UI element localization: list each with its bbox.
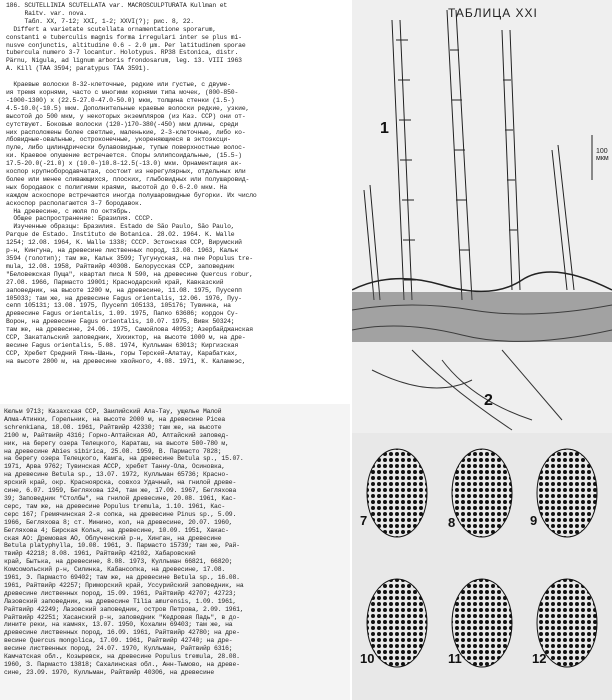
text-line: 39; Заповедник "Столбы", на гнилой древесине, 20.08. 1961, Кас- xyxy=(4,494,237,502)
text-line: на древесине Betula sp., 13.07. 1972, Кулльман 65736; Красно- xyxy=(4,471,229,479)
text-line: на древесине Abies sibirica, 25.08. 1959, В. Пармасто 7828; xyxy=(4,447,222,455)
text-line: 1254; 12.08. 1964, K. Walle 1338; СССР. Эстонская ССР, Вирумский xyxy=(6,239,242,247)
text-line: сутствуют. Боковые волоски (120-)170-380(-450) мкм длины, среди xyxy=(6,120,239,128)
text-line xyxy=(6,73,346,81)
text-line: Parque de Estado. Instituto de Botanica. 28.02. 1964. K. Walle xyxy=(6,231,235,239)
text-line: Pärnu, Nigula, ad lignum arboris frondosarum, leg. 13. VIII 1963 xyxy=(6,57,242,65)
text-line: constanti e tuberculis magnis forma irregulari inter se plus mi- xyxy=(6,33,242,41)
text-line: ных бородавок с полигиями краями, высотой до 0.6-2.0 мкм. На xyxy=(6,183,228,191)
text-line: коспор крупнобородавчатая, состоит из нерегулярных, отдельных или xyxy=(6,168,246,176)
text-line: 17.5-20.0(-21.0) x (10.0-)10.8-12.5(-13.0) мкм. Орнаментация ак- xyxy=(6,160,242,168)
text-line: ССР, Хребет Средний Тянь-Шань, горы Терскей-Алатау, Карабатках, xyxy=(6,349,239,357)
plate-title: ТАБЛИЦА XXI xyxy=(448,6,538,20)
text-line: р-н, Кингуна, на древесине лиственных пород, 13.08. 1963, Кальк xyxy=(6,247,239,255)
text-line: высотой до 500 мкм, у некоторых экземпляров (из Каз. ССР) они от- xyxy=(6,112,246,120)
text-line: ярский край, окр. Красноярска, совхоз Удачный, на гнилой древе- xyxy=(4,479,237,487)
text-line: более или менее сливающихся, плоских, глыбовидных или полушаровид- xyxy=(6,175,250,183)
text-line: древесине Fagus orientalis, 1.09. 1975, Папко 63686; кордон Су- xyxy=(6,310,239,318)
text-line: весине Fagus orientalis, 5.08. 1974, Кулльман 63013; Киргизская xyxy=(6,341,239,349)
text-line: Общее распространение: Бразилия. СССР. xyxy=(6,215,154,223)
text-line: 186. SCUTELLINIA SCUTELLATA var. MACROSCULPTURATA Kullman et xyxy=(6,2,228,9)
text-line: Камчатская обл., Козыревск, на древесине Populus tremula, 28.08. xyxy=(4,653,240,661)
spores-drawing xyxy=(352,433,612,700)
text-line: твийр 42218; 8.08. 1961, Райтвийр 42102, Хабаровский xyxy=(4,550,196,558)
text-line: Betula platyphylla, 10.08. 1961, Э. Пармасто 15739; там же, Рай- xyxy=(4,542,240,550)
spore-illustrations xyxy=(352,433,612,700)
text-line: древесине лиственных пород, 15.09. 1961, Райтвийр 42707; 42723; xyxy=(4,589,237,597)
text-line: пуле, либо цилиндрически булавовидные, тупые поверхностные волос- xyxy=(6,144,246,152)
text-line: сепп 105131; 13.08. 1975, Пуусепп 105133, 105176; Тувинка, на xyxy=(6,302,231,310)
text-line: край, Бытька, на древесине, 8.08. 1973, Кулльман 66821, 66820; xyxy=(4,558,233,566)
text-line: 1961, Э. Пармасто 69402; там же, на древесине Betula sp., 16.08. xyxy=(4,574,240,582)
text-line: Краевые волоски 8-32-клеточные, редкие или густые, с двуме- xyxy=(6,81,231,89)
text-line: Райтвийр 42249; Лазовский заповедник, остров Петрова, 2.09. 1961, xyxy=(4,605,244,613)
text-line: сине, 6.07. 1959, Бегляхова 124, там же, 17.09. 1967, Бегляхова xyxy=(4,487,237,495)
text-line: A. Kill (TAA 3594; paratypus TAA 3591). xyxy=(6,65,150,73)
text-line: на высоте 2800 м, на древесине хвойного, 4.08. 1971, К. Каламеэс, xyxy=(6,357,246,365)
text-line: ник, на берегу озера Телецкого, Караташ, на высоте 500-780 м, xyxy=(4,439,229,447)
text-line: них расположены более светлые, маленькие, 2-3-клеточные, либо ко- xyxy=(6,128,246,136)
description-text-bottom xyxy=(0,404,350,700)
text-line: 4.5-10.0(-10.5) мкм. Дополнительные краевые волоски редкие, узкие, xyxy=(6,104,250,112)
text-line: На древесине, с июля по октябрь. xyxy=(6,207,132,215)
text-line: Ворон, на древесине Fagus orientalis, 10.07. 1975, Вивк 50324; xyxy=(6,318,235,326)
description-text-top xyxy=(0,0,350,402)
text-line: 3594 (голотип); там же, Кальк 3599; Тугунуская, на пне Populus tre- xyxy=(6,255,253,262)
spore-label-12: 12 xyxy=(532,651,547,666)
text-line: 1961, Райтвийр 42257; Приморский край, Уссурийский заповедник, на xyxy=(4,581,244,589)
text-line: ская АО: Дремовая АО, Облученский р-н, Хинган, на древесине xyxy=(4,534,222,542)
spore-label-7: 7 xyxy=(360,513,368,528)
plate-illustration xyxy=(352,0,612,433)
hairs-drawing xyxy=(352,0,612,433)
text-line: Raitv. var. nova. xyxy=(6,9,88,17)
text-line: 27.08. 1966, Пармасто 19001; Краснодарский край, Кавказский xyxy=(6,278,224,286)
text-line: Комсомольский р-н, Силинка, Кабансопка, на древесине, 17.08. xyxy=(4,566,226,574)
text-line: серс, там же, на древесине Populus tremula, 1.10. 1961, Кас- xyxy=(4,502,226,510)
text-line: Райтвийр 42251; Хасанский р-н, заповедник "Кедровая Падь", в до- xyxy=(4,613,240,621)
text-line: tubercula numero 3-7 locantur. Holotypus. RP38 Estonica, distr. xyxy=(6,49,239,57)
text-line: Бегляхова 4; Бирская Колья, на древесине, 10.09. 1951, Хакас- xyxy=(4,526,229,534)
spore-label-8: 8 xyxy=(448,515,456,530)
text-line: "Беловежская Пуща", квартал пиcа N 590, на древесине Quercus robur, xyxy=(6,270,253,278)
scale-label: 100 мкм xyxy=(596,148,609,162)
text-line: nusve conjunctis, altitudine 0.6 - 2.0 μm. Per latitudinem sporae xyxy=(6,41,246,49)
text-line: 1960, З. Пармасто 13818; Сахалинская обл., Анн-Тымово, на древе- xyxy=(4,661,240,668)
text-line: лбовидные-овальные, остроконечные, укореняющиеся в эктоэксци- xyxy=(6,136,231,144)
spore-label-9: 9 xyxy=(530,513,538,528)
text-line: весине Quercus mongolica, 17.09. 1961, Райтвийр 42740; на дре- xyxy=(4,637,233,645)
text-line: древесине лиственных пород, 16.09. 1961, Райтвийр 42780; на дре- xyxy=(4,629,240,637)
spore-label-11: 11 xyxy=(448,651,462,666)
text-line: -1000-1300) x (22.5-27.0-47.0-50.0) мкм, толщина стенки (1.5-) xyxy=(6,96,235,104)
text-line: 105033; там же, на древесине Fagus orientalis, 12.06. 1976, Пуу- xyxy=(6,294,242,302)
figure-number-1: 1 xyxy=(380,120,389,137)
text-line: 2100 м, Райтвийр 4316; Горно-Алтайская АО, Алтайский заповед- xyxy=(4,431,229,439)
figure-number-2: 2 xyxy=(484,392,493,409)
text-line: аскоспор располагаются 3-7 бородавок. xyxy=(6,199,143,207)
text-line: ки. Краевое опушение встречается. Споры эллипсоидальные, (15.5-) xyxy=(6,152,242,160)
text-line: mula, 12.08. 1958, Райтвийр 40308. Белорусская ССР, заповедник xyxy=(6,262,235,270)
text-line: там же, на древесине, 24.06. 1975, Самойлова 40953; Азербайджанская xyxy=(6,326,253,334)
text-line: 1971, Арва 9762; Тувинская АССР, хребет Танну-Ола, Осиновка, xyxy=(4,463,226,471)
text-line: Алма-Атинки, Горельник, на высоте 2000 м, на древесине Picea xyxy=(4,415,226,423)
text-line: Изученные образцы: Бразилия. Estado de São Paulo, São Paulo, xyxy=(6,223,235,231)
text-line: 1966, Бегляхова 8; ст. Минино, кол, на древесине, 20.07. 1960, xyxy=(4,518,233,526)
spore-label-10: 10 xyxy=(360,651,375,666)
text-line: на берегу озера Телецкого, Камга, на древесине Betula sp., 15.07. xyxy=(4,455,244,463)
text-line: лините реки, на камнях, 13.07. 1950, Кохалин 69403; там же, на xyxy=(4,621,233,629)
text-line: ия тремя корнями, часто с многими корнями типа мочек, (800-850- xyxy=(6,88,239,96)
text-line: Табл. XX, 7-12; XXI, 1-2; XXVI(?); рис. 8, 22. xyxy=(6,17,194,25)
text-line: Differt a varietate scutellata ornamentatione sporarum, xyxy=(6,25,217,33)
text-line: Кюльм 9713; Казахская ССР, Заилийский Ала-Тау, ущелье Малой xyxy=(4,408,222,415)
text-line: schrenkiana, 18.08. 1961, Райтвийр 42330; там же, на высоте xyxy=(4,423,222,431)
text-line: ССР, Закатальский заповедник, Хихиктор, на высоте 1000 м, на дре- xyxy=(6,334,246,342)
text-line: заповедник, на высоте 1200 м, на древесине, 11.08. 1975, Пуусепп xyxy=(6,286,242,294)
text-line: серс 167; Гремячинская 2-я сопка, на древесине Pinus sp., 5.09. xyxy=(4,510,237,518)
text-line: Лазовский заповедник, на древесине Tilia amurensis, 1.09. 1961, xyxy=(4,597,237,605)
text-line: каждом аскоспоре встречаются иногда полушаровидные бугорки. Их число xyxy=(6,191,257,199)
text-line: весине лиственных пород, 24.07. 1970, Кулльман, Райтвийр 6316; xyxy=(4,645,233,653)
text-line: сине, 23.09. 1970, Кулльман, Райтвийр 40306, на древесине xyxy=(4,668,215,676)
